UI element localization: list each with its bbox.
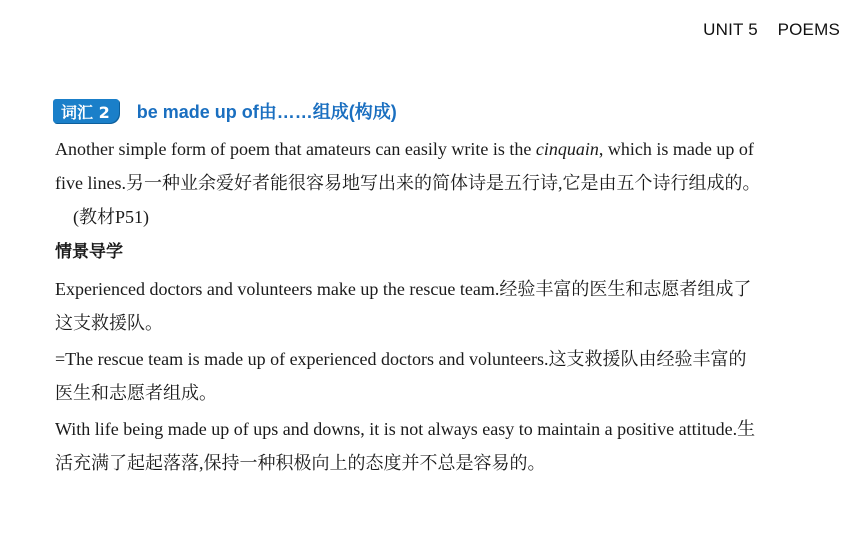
example-3 [55, 412, 800, 480]
intro-text-after: , which is made up of [598, 139, 754, 159]
example-2 [55, 342, 800, 410]
intro-italic-term: cinquain [535, 139, 599, 159]
vocab-title: be made up of由……组成(构成) [136, 102, 397, 122]
unit-header: UNIT 5 POEMS [703, 20, 840, 39]
intro-text-before: Another simple form of poem that amateurs can easily write is the [55, 139, 536, 159]
source-note: (教材P51) [73, 207, 149, 227]
example-1 [55, 272, 800, 340]
intro-line-1 [55, 132, 800, 166]
vocab-badge: 词汇 2 [53, 99, 119, 123]
example-1-line-2: 这支救援队。 [55, 313, 163, 333]
example-1-line-1: Experienced doctors and volunteers make up the rescue team.经验丰富的医生和志愿者组成了 [55, 279, 752, 299]
intro-paragraph [55, 132, 800, 234]
example-2-line-1: =The rescue team is made up of experienced doctors and volunteers.这支救援队由经验丰富的 [55, 349, 747, 369]
example-3-line-2: 活充满了起起落落,保持一种积极向上的态度并不总是容易的。 [55, 453, 546, 473]
example-2-line-2: 医生和志愿者组成。 [55, 383, 217, 403]
intro-line-2: five lines.另一种业余爱好者能很容易地写出来的简体诗是五行诗,它是由五个诗行组成的。 [55, 173, 761, 193]
vocab-heading [53, 98, 397, 124]
section-heading: 情景导学 [55, 242, 123, 262]
example-3-line-1: With life being made up of ups and downs, it is not always easy to maintain a positive attitude.生 [55, 419, 756, 439]
